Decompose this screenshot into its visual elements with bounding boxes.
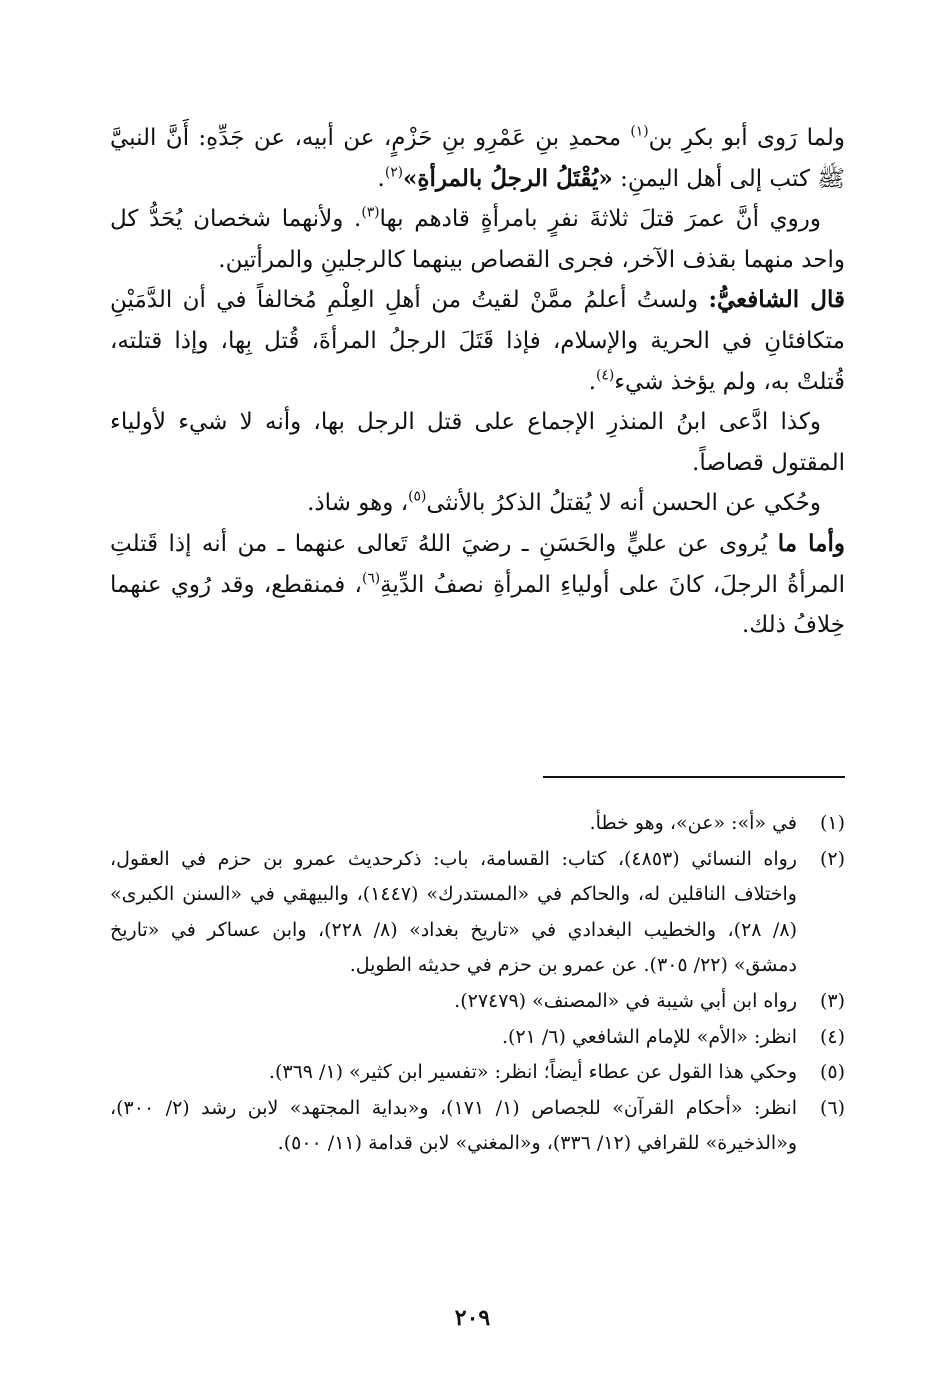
footnote-number: (٣) — [819, 989, 845, 1012]
text-run: ولما رَوى أبو بكرِ بن — [648, 125, 845, 151]
footnotes — [110, 806, 845, 1162]
footnote-number: (٥) — [819, 1061, 845, 1084]
text-run: محمدِ بنِ عَمْرِو بنِ حَزْمٍ، عن أبيه، عن جَدِّهِ: أَنَّ النبيَّ ﷺ كتب إلى أهل اليمنِ: — [110, 125, 845, 192]
footnote-text: رواه النسائي (٤٨٥٣)، كتاب: القسامة، باب: ذكرحديث عمرو بن حزم في العقول، واختلاف الناقلين له، والحاكم في «المستدرك» (١٤٤٧)، والبيهقي في «السنن الكبرى» (٨/ ٢٨)، والخطيب البغدادي في «تاريخ بغداد» (٨/ ٢٢٨)، وابن عساكر في «تاريخ دمشق» (٢٢/ ٣٠٥). عن عمرو بن حزم في حديثه الطويل. — [110, 847, 797, 977]
footnote-ref: (٥) — [408, 488, 427, 505]
footnote-text: انظر: «أحكام القرآن» للجصاص (١/ ١٧١)، و«بداية المجتهد» لابن رشد (٢/ ٣٠٠)، و«الذخيرة» للقرافي (١٢/ ٣٣٦)، و«المغني» لابن قدامة (١١/ ٥٠٠). — [110, 1096, 797, 1155]
paragraph — [110, 483, 845, 524]
paragraph — [110, 280, 845, 402]
paragraph — [110, 402, 845, 483]
footnote — [110, 842, 845, 984]
paragraph — [110, 199, 845, 280]
text-run: وكذا ادَّعى ابنُ المنذرِ الإجماع على قتل الرجل بها، وأنه لا شيء لأولياء المقتول قصاصاً. — [110, 409, 845, 476]
bold-text: «يُقْتَلُ الرجلُ بالمرأةِ» — [403, 164, 613, 192]
footnote-ref: (١) — [630, 123, 649, 140]
footnote-number: (٤) — [819, 1025, 845, 1048]
footnote-text: في «أ»: «عن»، وهو خطأ. — [589, 812, 797, 834]
footnote — [110, 1091, 845, 1162]
footnote — [110, 806, 845, 842]
footnote-ref: (٦) — [361, 569, 381, 586]
footnote — [110, 1055, 845, 1091]
paragraph — [110, 524, 845, 646]
text-run: وحُكي عن الحسن أنه لا يُقتلُ الذكرُ بالأنثى — [426, 490, 821, 517]
footnote — [110, 984, 845, 1020]
paragraph — [110, 118, 845, 199]
text-run: ، وهو شاذ. — [307, 490, 409, 517]
text-run: . ولأنهما شخصان يُحَدُّ كل واحد منهما بقذف الآخر، فجرى القصاص بينهما كالرجلينِ والمرأتين. — [110, 206, 845, 273]
text-run: ، فمنقطع، وقد رُوي عنهما خِلافُ ذلك. — [110, 571, 845, 639]
text-run: يُروى عن عليٍّ والحَسَنِ ـ رضيَ اللهُ تَعالى عنهما ـ من أنه إذا قَتلتِ المرأةُ الرجلَ، كانَ على أولياءِ المرأةِ نصفُ الدِّيةِ — [110, 530, 845, 598]
footnote-text: وحكي هذا القول عن عطاء أيضاً؛ انظر: «تفسير ابن كثير» (١/ ٣٦٩). — [268, 1061, 797, 1084]
footnote-ref: (٢) — [384, 163, 404, 180]
text-run: ولستُ أعلمُ ممَّنْ لقيتُ من أهلِ العِلْمِ مُخالفاً في أن الدَّمَيْنِ متكافئانِ في الحرية والإسلام، فإذا قَتَلَ الرجلُ المرأةَ، قُتل بِها، وإذا قتلته، قُتلتْ به، ولم يؤخذ شيء — [110, 287, 845, 395]
body-text — [110, 118, 845, 646]
bold-text: قال الشافعيُّ: — [708, 286, 845, 314]
footnote-text: رواه ابن أبي شيبة في «المصنف» (٢٧٤٧٩). — [454, 989, 797, 1012]
text-run: . — [377, 165, 385, 192]
footnote-number: (٦) — [819, 1096, 845, 1119]
footnote — [110, 1020, 845, 1056]
bold-text: وأما ما — [777, 529, 845, 557]
footnote-number: (١) — [819, 812, 845, 834]
text-run: . — [588, 368, 596, 395]
footnote-separator — [543, 776, 845, 778]
footnote-ref: (٤) — [596, 366, 615, 383]
footnote-text: انظر: «الأم» للإمام الشافعي (٦/ ٢١). — [501, 1025, 797, 1048]
footnote-number: (٢) — [819, 847, 845, 870]
footnote-ref: (٣) — [361, 204, 380, 221]
page-number: ٢٠٩ — [454, 1305, 491, 1331]
main-text — [110, 118, 845, 646]
text-run: وروي أنَّ عمرَ قتلَ ثلاثةَ نفرٍ بامرأةٍ قادهم بها — [379, 206, 821, 233]
